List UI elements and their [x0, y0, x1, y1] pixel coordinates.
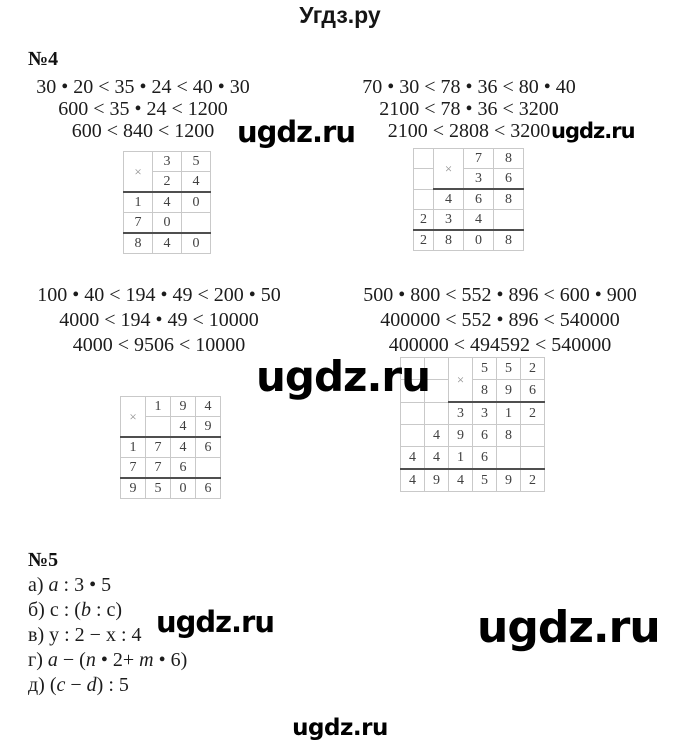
table-cell: 6 [473, 425, 497, 447]
watermark: ugdz.ru [237, 115, 356, 149]
multiply-sign-cell: × [121, 397, 146, 438]
table-cell: 8 [497, 425, 521, 447]
table-cell: 1 [121, 437, 146, 458]
table-cell [494, 210, 524, 231]
table-cell: 4 [425, 447, 449, 470]
table-cell: 0 [182, 233, 211, 254]
table-cell: 3 [434, 210, 464, 231]
watermark: ugdz.ru [256, 352, 431, 401]
table-cell: 6 [196, 437, 221, 458]
table-cell: 1 [146, 397, 171, 417]
table-cell: 5 [473, 358, 497, 380]
table-cell: 4 [182, 172, 211, 193]
table-cell [414, 149, 434, 169]
table-cell: 2 [521, 402, 545, 425]
comparison-line: 4000 < 194 • 49 < 10000 [59, 309, 259, 331]
comparison-line: 2100 < 78 • 36 < 3200 [379, 98, 559, 120]
table-cell: 7 [124, 213, 153, 234]
expr-segment: д) ( [28, 674, 57, 696]
expr-segment: : 3 • 5 [58, 574, 112, 596]
table-cell: 9 [196, 417, 221, 438]
expr-segment: в) у : 2 − х : 4 [28, 624, 142, 646]
expr-segment: a [47, 649, 58, 671]
table-cell: 3 [473, 402, 497, 425]
table-cell: 3 [153, 152, 182, 172]
watermark: ugdz.ru [477, 602, 660, 653]
comparison-block-4 [352, 283, 648, 358]
expr-segment: − [65, 674, 87, 696]
table-cell: 0 [171, 478, 196, 499]
table-cell: 4 [153, 233, 182, 254]
expr-segment: b [80, 599, 91, 621]
comparison-line: 600 < 840 < 1200 [71, 120, 215, 142]
table-cell: 8 [434, 230, 464, 251]
watermark: ugdz.ru [551, 119, 635, 143]
expr-segment: г) [28, 649, 48, 671]
table-cell: 9 [171, 397, 196, 417]
table-cell [414, 189, 434, 210]
table-cell: 4 [196, 397, 221, 417]
expr-segment: − ( [57, 649, 86, 671]
multiply-sign-cell: × [449, 358, 473, 403]
table-cell [425, 402, 449, 425]
comparison-block-1 [27, 76, 259, 142]
table-cell: 6 [196, 478, 221, 499]
table-cell: 7 [146, 458, 171, 479]
expr-segment: а) [28, 574, 49, 596]
expr-segment: • 6) [153, 649, 188, 671]
table-cell: 7 [121, 458, 146, 479]
table-cell: 4 [401, 447, 425, 470]
table-cell [497, 447, 521, 470]
table-cell: 0 [182, 192, 211, 213]
table-cell: 5 [146, 478, 171, 499]
table-cell: 4 [464, 210, 494, 231]
footer-watermark: ugdz.ru [292, 715, 388, 741]
comparison-line: 30 • 20 < 35 • 24 < 40 • 30 [36, 76, 250, 98]
table-cell: 0 [153, 213, 182, 234]
table-cell: 0 [464, 230, 494, 251]
table-cell: 2 [521, 469, 545, 492]
table-cell: 9 [497, 380, 521, 403]
expr-segment: a [48, 574, 59, 596]
comparison-line: 100 • 40 < 194 • 49 < 200 • 50 [37, 284, 281, 306]
comparison-line: 400000 < 552 • 896 < 540000 [380, 309, 620, 331]
table-cell: 8 [124, 233, 153, 254]
table-cell: 4 [153, 192, 182, 213]
watermark: ugdz.ru [156, 605, 275, 639]
table-cell: 2 [414, 230, 434, 251]
table-cell: 7 [464, 149, 494, 169]
expr-segment: m [139, 649, 154, 671]
table-cell: 4 [171, 437, 196, 458]
problem5-number: №5 [28, 549, 59, 571]
table-cell: 4 [434, 189, 464, 210]
table-cell [146, 417, 171, 438]
table-cell: 6 [464, 189, 494, 210]
table-cell: 8 [473, 380, 497, 403]
expr-segment: n [85, 649, 96, 671]
expr-segment: d [86, 674, 97, 696]
table-cell: 1 [124, 192, 153, 213]
table-cell: 2 [153, 172, 182, 193]
multiplication-table-35x24 [123, 151, 211, 254]
table-cell: 5 [182, 152, 211, 172]
table-cell: 5 [473, 469, 497, 492]
table-cell: 1 [449, 447, 473, 470]
comparison-line: 70 • 30 < 78 • 36 < 80 • 40 [362, 76, 576, 98]
table-cell: 2 [521, 358, 545, 380]
table-cell: 5 [497, 358, 521, 380]
comparison-line: 4000 < 9506 < 10000 [72, 334, 246, 356]
expression-item-a [28, 573, 187, 598]
multiplication-table-78x36 [413, 148, 524, 251]
comparison-line: 2100 < 2808 < 3200 [387, 120, 551, 142]
table-cell: 6 [521, 380, 545, 403]
table-cell: 6 [494, 169, 524, 190]
comparison-block-3 [28, 283, 290, 358]
table-cell: 6 [171, 458, 196, 479]
expr-segment: б) с : ( [28, 599, 81, 621]
table-cell: 8 [494, 149, 524, 169]
table-cell: 1 [497, 402, 521, 425]
multiply-sign-cell: × [434, 149, 464, 190]
expr-segment: : с) [90, 599, 123, 621]
table-cell: 9 [425, 469, 449, 492]
table-cell [521, 425, 545, 447]
table-cell: 2 [414, 210, 434, 231]
expr-segment: c [56, 674, 66, 696]
table-cell: 3 [464, 169, 494, 190]
table-cell: 7 [146, 437, 171, 458]
comparison-line: 600 < 35 • 24 < 1200 [58, 98, 228, 120]
table-cell [182, 213, 211, 234]
table-cell [401, 402, 425, 425]
table-cell [196, 458, 221, 479]
expr-segment: ) : 5 [96, 674, 129, 696]
table-cell [401, 425, 425, 447]
table-cell: 9 [449, 425, 473, 447]
table-cell [414, 169, 434, 190]
table-cell [521, 447, 545, 470]
table-cell: 4 [171, 417, 196, 438]
multiplication-table-194x49 [120, 396, 221, 499]
multiply-sign-cell: × [124, 152, 153, 193]
table-cell: 9 [497, 469, 521, 492]
comparison-line: 500 • 800 < 552 • 896 < 600 • 900 [363, 284, 637, 306]
table-cell: 8 [494, 189, 524, 210]
table-cell: 8 [494, 230, 524, 251]
table-cell: 9 [121, 478, 146, 499]
table-cell: 3 [449, 402, 473, 425]
problem4-number: №4 [28, 48, 59, 70]
expression-item-g [28, 648, 187, 673]
table-cell: 4 [425, 425, 449, 447]
table-cell: 6 [473, 447, 497, 470]
table-cell: 4 [401, 469, 425, 492]
comparison-line: 400000 < 494592 < 540000 [388, 334, 612, 356]
expression-item-d [28, 673, 187, 698]
expr-segment: • 2+ [95, 649, 140, 671]
site-title: Угдз.ру [299, 2, 381, 28]
table-cell: 4 [449, 469, 473, 492]
